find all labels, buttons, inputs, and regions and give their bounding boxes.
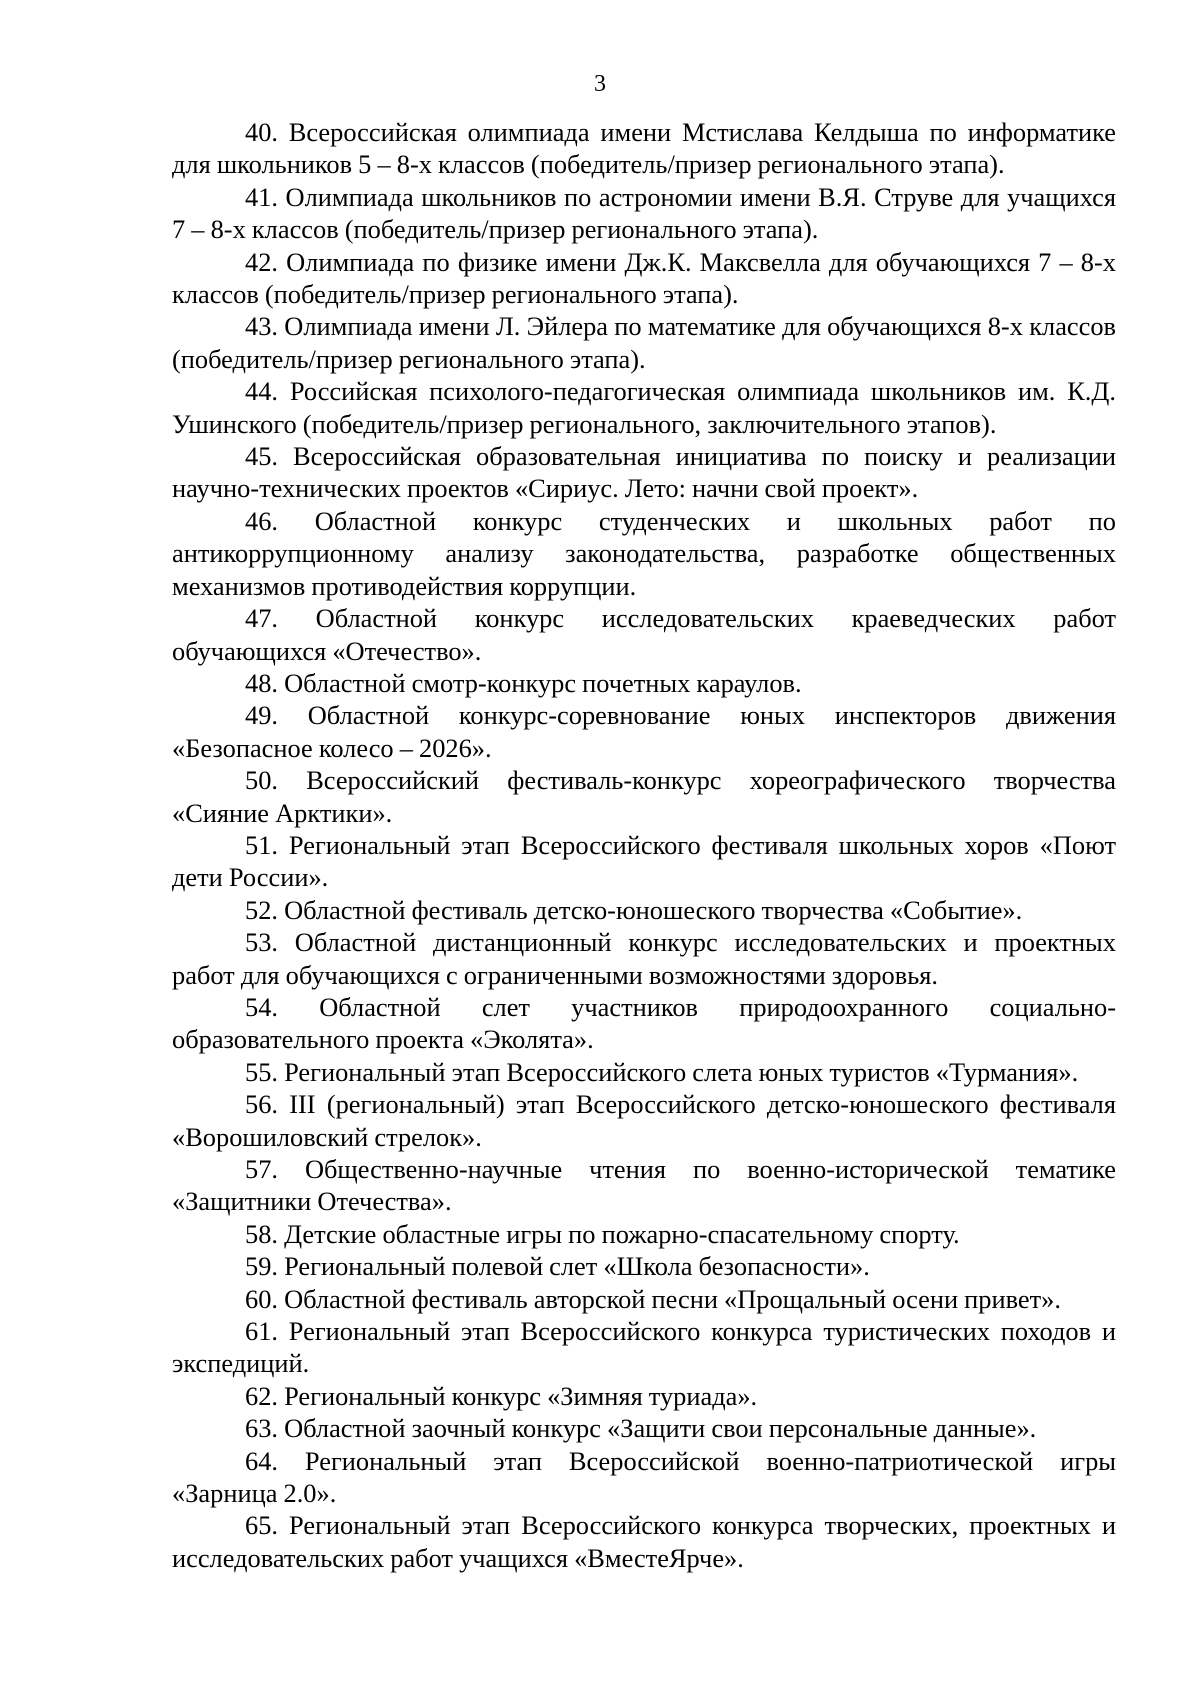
list-item: 42. Олимпиада по физике имени Дж.К. Максвелла для обучающихся 7 – 8-х классов (победитель/призер регионального этапа). (172, 246, 1116, 310)
item-list (172, 116, 1116, 1574)
list-item: 65. Региональный этап Всероссийского конкурса творческих, проектных и исследовательских работ учащихся «ВместеЯрче». (172, 1510, 1116, 1573)
list-item: 57. Общественно-научные чтения по военно-исторической тематике «Защитники Отечества». (172, 1154, 1116, 1217)
list-item: 58. Детские областные игры по пожарно-спасательному спорту. (245, 1218, 960, 1249)
list-item: 40. Всероссийская олимпиада имени Мстислава Келдыша по информатике для школьников 5 – 8-х классов (победитель/призер регионального этапа). (172, 117, 1116, 180)
list-item: 52. Областной фестиваль детско-юношеского творчества «Событие». (245, 894, 1023, 925)
list-item: 41. Олимпиада школьников по астрономии имени В.Я. Струве для учащихся 7 – 8-х классов (победитель/призер регионального этапа). (172, 181, 1116, 245)
list-item: 48. Областной смотр-конкурс почетных караулов. (245, 667, 802, 698)
list-item: 43. Олимпиада имени Л. Эйлера по математике для обучающихся 8-х классов (победитель/призер регионального этапа). (172, 311, 1116, 374)
list-item: 54. Областной слет участников природоохранного социально-образовательного проекта «Эколята». (172, 991, 1116, 1055)
list-item: 50. Всероссийский фестиваль-конкурс хореографического творчества «Сияние Арктики». (172, 765, 1116, 828)
list-item: 61. Региональный этап Всероссийского конкурса туристических походов и экспедиций. (172, 1316, 1116, 1379)
list-item: 51. Региональный этап Всероссийского фестиваля школьных хоров «Поют дети России». (172, 829, 1116, 893)
page-number: 3 (594, 71, 606, 97)
list-item: 44. Российская психолого-педагогическая олимпиада школьников им. К.Д. Ушинского (победитель/призер регионального, заключительного этапов). (172, 376, 1116, 439)
list-item: 46. Областной конкурс студенческих и школьных работ по антикоррупционному анализу законодательства, разработке общественных механизмов противодействия коррупции. (172, 505, 1116, 601)
list-item: 62. Региональный конкурс «Зимняя туриада». (245, 1380, 758, 1411)
list-item: 64. Региональный этап Всероссийской военно-патриотической игры «Зарница 2.0». (172, 1445, 1116, 1509)
list-item: 59. Региональный полевой слет «Школа безопасности». (245, 1251, 870, 1282)
list-item: 56. III (региональный) этап Всероссийского детско-юношеского фестиваля «Ворошиловский стрелок». (172, 1089, 1116, 1152)
list-item: 55. Региональный этап Всероссийского слета юных туристов «Турмания». (245, 1056, 1079, 1087)
list-item: 63. Областной заочный конкурс «Защити свои персональные данные». (245, 1413, 1037, 1444)
list-item: 60. Областной фестиваль авторской песни «Прощальный осени привет». (245, 1283, 1061, 1314)
list-item: 47. Областной конкурс исследовательских краеведческих работ обучающихся «Отечество». (172, 603, 1116, 666)
list-item: 53. Областной дистанционный конкурс исследовательских и проектных работ для обучающихся с ограниченными возможностями здоровья. (172, 927, 1116, 990)
list-item: 49. Областной конкурс-соревнование юных инспекторов движения «Безопасное колесо – 2026». (172, 700, 1116, 763)
list-item: 45. Всероссийская образовательная инициатива по поиску и реализации научно-технических проектов «Сириус. Лето: начни свой проект». (172, 441, 1116, 504)
